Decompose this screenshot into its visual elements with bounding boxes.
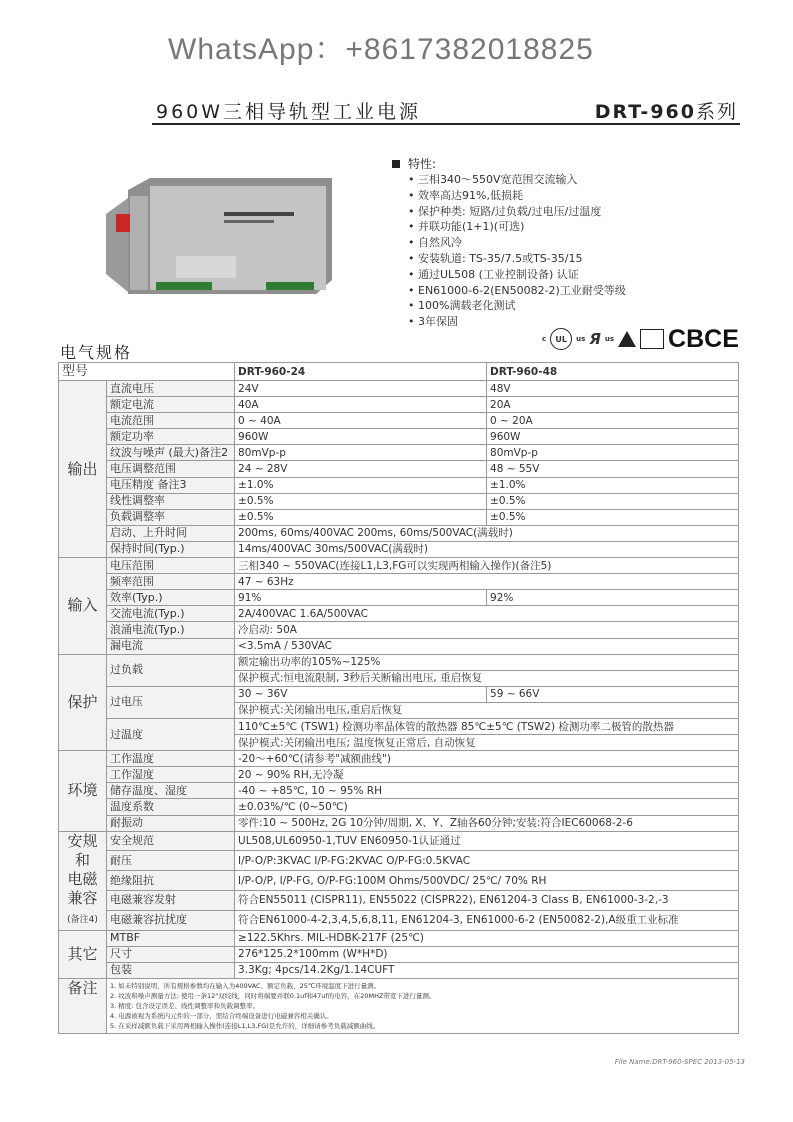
table-row bbox=[59, 783, 739, 799]
terminal-block bbox=[156, 282, 212, 290]
table-row bbox=[59, 590, 739, 606]
cell-b: 59 ~ 66V bbox=[487, 686, 739, 702]
feature-item: • 100%满载老化测试 bbox=[408, 298, 626, 314]
cell-a: 24V bbox=[235, 381, 487, 397]
din-rail bbox=[106, 198, 128, 292]
table-row bbox=[59, 525, 739, 541]
cell-b: ±0.5% bbox=[487, 493, 739, 509]
row-label: 直流电压 bbox=[107, 381, 235, 397]
row-label: 电流范围 bbox=[107, 413, 235, 429]
table-row bbox=[59, 831, 739, 851]
cell-a: 960W bbox=[235, 429, 487, 445]
overtemp-value-1: 110℃±5℃ (TSW1) 检测功率晶体管的散热器 85℃±5℃ (TSW2) 检测功率二极管的散热器 bbox=[235, 718, 739, 734]
category-notes: 备注 bbox=[59, 978, 107, 1033]
model-label: 型号 bbox=[59, 363, 235, 381]
table-row bbox=[59, 946, 739, 962]
other-value: 3.3Kg; 4pcs/14.2Kg/1.14CUFT bbox=[235, 962, 739, 978]
note-line: 3. 精度: 包含设定误差、线性调整率和负载调整率。 bbox=[110, 1001, 260, 1010]
table-row bbox=[59, 891, 739, 911]
cell-b: 20A bbox=[487, 397, 739, 413]
cell-a: 40A bbox=[235, 397, 487, 413]
row-label: 浪涌电流(Typ.) bbox=[107, 622, 235, 638]
category-safety bbox=[59, 831, 107, 930]
table-row bbox=[59, 477, 739, 493]
category-output: 输出 bbox=[59, 381, 107, 558]
row-label: 耐振动 bbox=[107, 815, 235, 831]
cell-a: 24 ~ 28V bbox=[235, 461, 487, 477]
feature-item: • EN61000-6-2(EN50082-2)工业耐受等级 bbox=[408, 283, 626, 299]
row-label: 电压调整范围 bbox=[107, 461, 235, 477]
table-row bbox=[59, 363, 739, 381]
overvoltage-mode: 保护模式:关闭输出电压,重启后恢复 bbox=[235, 702, 739, 718]
row-label: 保持时间(Typ.) bbox=[107, 541, 235, 557]
file-name: File Name:DRT-960-SPEC 2013-05-13 bbox=[614, 1058, 745, 1066]
leakage-value: <3.5mA / 530VAC bbox=[235, 638, 739, 654]
category-input: 输入 bbox=[59, 558, 107, 655]
ac-current-value: 2A/400VAC 1.6A/500VAC bbox=[235, 606, 739, 622]
features-heading-text: 特性: bbox=[408, 157, 437, 171]
row-label: 尺寸 bbox=[107, 946, 235, 962]
table-row bbox=[59, 541, 739, 557]
cb-ce-mark: CBCE bbox=[668, 324, 739, 353]
table-row bbox=[59, 413, 739, 429]
cell-b: ±1.0% bbox=[487, 477, 739, 493]
note-line: 2. 纹波和噪声测量方法: 使用一条12"双绞线，同时将端要并联0.1uf和47uf的电容，在20MHZ带宽下进行量测。 bbox=[110, 991, 436, 1000]
row-label: 纹波与噪声 (最大)备注2 bbox=[107, 445, 235, 461]
cell-a: 91% bbox=[235, 590, 487, 606]
table-row bbox=[59, 654, 739, 670]
cell-a: 30 ~ 36V bbox=[235, 686, 487, 702]
safety-value: UL508,UL60950-1,TUV EN60950-1认证通过 bbox=[235, 831, 739, 851]
cell-b: 960W bbox=[487, 429, 739, 445]
table-row bbox=[59, 461, 739, 477]
startup-value: 200ms, 60ms/400VAC 200ms, 60ms/500VAC(满载时) bbox=[235, 525, 739, 541]
feature-item: • 保护种类: 短路/过负载/过电压/过温度 bbox=[408, 204, 626, 220]
table-row bbox=[59, 978, 739, 1033]
safety-value: 符合EN55011 (CISPR11), EN55022 (CISPR22), EN61204-3 Class B, EN61000-3-2,-3 bbox=[235, 891, 739, 911]
row-label: 电磁兼容抗扰度 bbox=[107, 910, 235, 930]
table-row bbox=[59, 574, 739, 590]
table-row bbox=[59, 445, 739, 461]
row-label: 工作湿度 bbox=[107, 767, 235, 783]
table-row bbox=[59, 751, 739, 767]
category-safety-2: 电磁 bbox=[67, 869, 98, 888]
table-row bbox=[59, 962, 739, 978]
table-row bbox=[59, 871, 739, 891]
cell-a: 80mVp-p bbox=[235, 445, 487, 461]
category-protection: 保护 bbox=[59, 654, 107, 751]
category-safety-note: (备注4) bbox=[67, 914, 98, 925]
row-label: 耐压 bbox=[107, 851, 235, 871]
input-voltage-value: 三相340 ~ 550VAC(连接L1,L3,FG可以实现两相输入操作)(备注5) bbox=[235, 558, 739, 574]
safety-value: I/P-O/P:3KVAC I/P-FG:2KVAC O/P-FG:0.5KVAC bbox=[235, 851, 739, 871]
note-line: 4. 电源被视为系统内元件的一部分，需结合终端设备进行电磁兼容相关确认。 bbox=[110, 1011, 333, 1020]
row-label: 频率范围 bbox=[107, 574, 235, 590]
product-side bbox=[130, 196, 148, 290]
ru-cert-icon: Я bbox=[589, 330, 601, 348]
row-label: 线性调整率 bbox=[107, 493, 235, 509]
product-label bbox=[224, 220, 274, 223]
table-row bbox=[59, 493, 739, 509]
model-a: DRT-960-24 bbox=[235, 363, 487, 381]
row-label: 温度系数 bbox=[107, 799, 235, 815]
hold-value: 14ms/400VAC 30ms/500VAC(满载时) bbox=[235, 541, 739, 557]
table-row bbox=[59, 851, 739, 871]
row-label: 启动、上升时间 bbox=[107, 525, 235, 541]
overload-value-2: 保护模式:恒电流限制, 3秒后关断输出电压, 重启恢复 bbox=[235, 670, 739, 686]
feature-item: • 通过UL508 (工业控制设备) 认证 bbox=[408, 267, 626, 283]
freq-value: 47 ~ 63Hz bbox=[235, 574, 739, 590]
cell-b: 92% bbox=[487, 590, 739, 606]
row-label: 过温度 bbox=[107, 718, 235, 750]
safety-value: I/P-O/P, I/P-FG, O/P-FG:100M Ohms/500VDC/ 25℃/ 70% RH bbox=[235, 871, 739, 891]
cell-a: 0 ~ 40A bbox=[235, 413, 487, 429]
row-label: 包装 bbox=[107, 962, 235, 978]
spec-table bbox=[58, 362, 739, 1034]
category-safety-1: 安规和 bbox=[67, 831, 98, 869]
cert-c-text: c bbox=[542, 335, 547, 343]
row-label: 效率(Typ.) bbox=[107, 590, 235, 606]
env-value: 20 ~ 90% RH,无冷凝 bbox=[235, 767, 739, 783]
row-label: 工作温度 bbox=[107, 751, 235, 767]
bullet-square-icon bbox=[392, 160, 400, 168]
table-row bbox=[59, 930, 739, 946]
env-value: 零件:10 ~ 500Hz, 2G 10分钟/周期, X、Y、Z轴各60分钟;安装:符合IEC60068-2-6 bbox=[235, 815, 739, 831]
cell-b: 48 ~ 55V bbox=[487, 461, 739, 477]
cert-us2-text: us bbox=[604, 335, 615, 343]
table-row bbox=[59, 815, 739, 831]
table-row bbox=[59, 686, 739, 702]
features-list bbox=[408, 172, 626, 330]
env-value: -20～+60℃(请参考"减额曲线") bbox=[235, 751, 739, 767]
cell-b: 48V bbox=[487, 381, 739, 397]
watermark: WhatsApp：+8617382018825 bbox=[168, 33, 594, 66]
table-row bbox=[59, 622, 739, 638]
terminal-block bbox=[266, 282, 314, 290]
row-label: 额定功率 bbox=[107, 429, 235, 445]
row-label: 漏电流 bbox=[107, 638, 235, 654]
feature-item: • 三相340～550V宽范围交流输入 bbox=[408, 172, 626, 188]
series-suffix: 系列 bbox=[695, 101, 738, 123]
note-line: 1. 如未特别说明，所有规格参数均在输入为400VAC、额定负载、25℃环境温度下进行量测。 bbox=[110, 981, 381, 990]
row-label: 电压精度 备注3 bbox=[107, 477, 235, 493]
tuv-box-icon bbox=[640, 329, 664, 349]
overload-value-1: 额定输出功率的105%~125% bbox=[235, 654, 739, 670]
safety-value: 符合EN61000-4-2,3,4,5,6,8,11, EN61204-3, EN61000-6-2 (EN50082-2),A级重工业标准 bbox=[235, 910, 739, 930]
table-row bbox=[59, 397, 739, 413]
row-label: 额定电流 bbox=[107, 397, 235, 413]
product-label bbox=[224, 212, 294, 216]
row-label: 绝缘阻抗 bbox=[107, 871, 235, 891]
note-line: 5. 在采样减额负载下采用两相输入操作(连接L1,L3,FG)是允许的，详细请参考负载减额曲线。 bbox=[110, 1021, 380, 1030]
env-value: ±0.03%/℃ (0~50℃) bbox=[235, 799, 739, 815]
category-safety-3: 兼容 bbox=[67, 888, 98, 907]
table-row bbox=[59, 509, 739, 525]
page-title: 960W三相导轨型工业电源 bbox=[156, 101, 422, 123]
other-value: ≥122.5Khrs. MIL-HDBK-217F (25℃) bbox=[235, 930, 739, 946]
table-row bbox=[59, 767, 739, 783]
row-label: 电磁兼容发射 bbox=[107, 891, 235, 911]
category-environment: 环境 bbox=[59, 751, 107, 831]
feature-item: • 安装轨道: TS-35/7.5或TS-35/15 bbox=[408, 251, 626, 267]
ul-cert-icon: UL bbox=[550, 328, 572, 350]
table-row bbox=[59, 910, 739, 930]
table-row bbox=[59, 799, 739, 815]
tuv-triangle-icon bbox=[618, 331, 636, 347]
brand-logo bbox=[116, 214, 130, 232]
category-other: 其它 bbox=[59, 930, 107, 978]
cell-b: 80mVp-p bbox=[487, 445, 739, 461]
row-label: 过电压 bbox=[107, 686, 235, 718]
overtemp-value-2: 保护模式:关闭输出电压; 温度恢复正常后, 自动恢复 bbox=[235, 735, 739, 751]
series-title bbox=[595, 97, 738, 124]
table-row bbox=[59, 638, 739, 654]
model-b: DRT-960-48 bbox=[487, 363, 739, 381]
feature-item: • 3年保固 bbox=[408, 314, 626, 330]
feature-item: • 并联功能(1+1)(可选) bbox=[408, 219, 626, 235]
cert-us-text: us bbox=[576, 335, 586, 343]
row-label: 负载调整率 bbox=[107, 509, 235, 525]
row-label: MTBF bbox=[107, 930, 235, 946]
certification-logos bbox=[542, 326, 739, 352]
env-value: -40 ~ +85℃, 10 ~ 95% RH bbox=[235, 783, 739, 799]
row-label: 过负载 bbox=[107, 654, 235, 686]
cell-a: ±1.0% bbox=[235, 477, 487, 493]
cell-b: 0 ~ 20A bbox=[487, 413, 739, 429]
row-label: 交流电流(Typ.) bbox=[107, 606, 235, 622]
feature-item: • 自然风冷 bbox=[408, 235, 626, 251]
row-label: 电压范围 bbox=[107, 558, 235, 574]
inrush-value: 冷启动: 50A bbox=[235, 622, 739, 638]
feature-item: • 效率高达91%,低损耗 bbox=[408, 188, 626, 204]
table-row bbox=[59, 718, 739, 734]
cell-b: ±0.5% bbox=[487, 509, 739, 525]
row-label: 安全规范 bbox=[107, 831, 235, 851]
title-bar bbox=[152, 95, 740, 125]
row-label: 储存温度、湿度 bbox=[107, 783, 235, 799]
section-title: 电气规格 bbox=[60, 343, 133, 362]
cell-a: ±0.5% bbox=[235, 509, 487, 525]
product-sticker bbox=[176, 256, 236, 278]
notes-cell bbox=[107, 978, 739, 1033]
table-row bbox=[59, 381, 739, 397]
features-heading bbox=[392, 155, 436, 172]
table-row bbox=[59, 429, 739, 445]
cell-a: ±0.5% bbox=[235, 493, 487, 509]
product-image bbox=[106, 170, 332, 298]
other-value: 276*125.2*100mm (W*H*D) bbox=[235, 946, 739, 962]
table-row bbox=[59, 606, 739, 622]
table-row bbox=[59, 558, 739, 574]
series-model: DRT-960 bbox=[594, 101, 696, 123]
